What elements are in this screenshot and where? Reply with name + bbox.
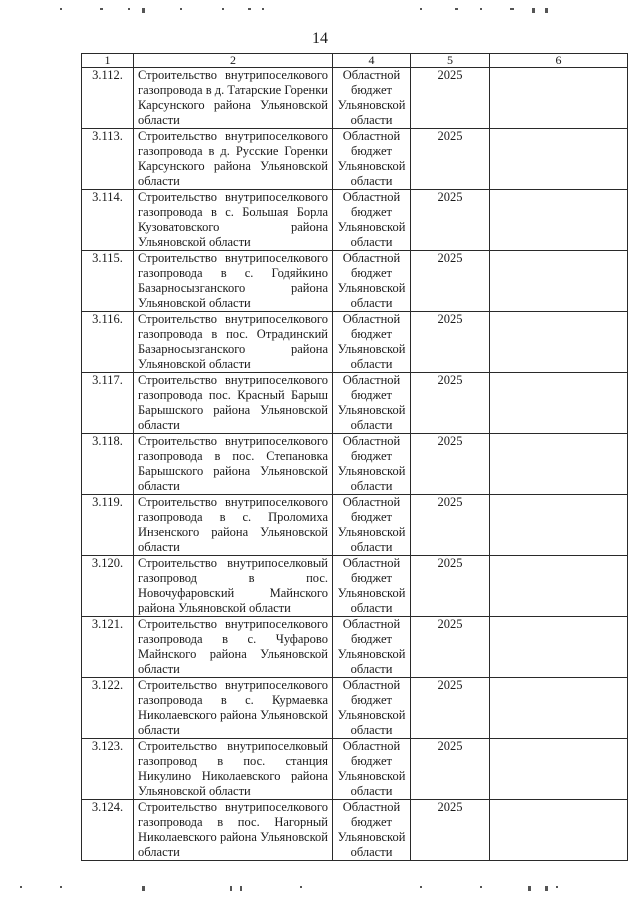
column-header: 6 <box>490 54 628 68</box>
row-funding-source: Областной бюджет Ульяновской области <box>333 617 411 678</box>
row-description: Строительство внутрипоселкового газопровода в с. Чуфарово Майнского района Ульяновской области <box>134 617 333 678</box>
table-row <box>82 129 628 190</box>
row-note <box>490 312 628 373</box>
row-number: 3.119. <box>82 495 134 556</box>
row-year: 2025 <box>411 190 490 251</box>
table-header-row <box>82 54 628 68</box>
row-description: Строительство внутрипоселкового газопровода в пос. Отрадинский Базарносызганского района Ульяновской области <box>134 312 333 373</box>
row-number: 3.115. <box>82 251 134 312</box>
row-year: 2025 <box>411 678 490 739</box>
row-description: Строительство внутрипоселкового газопровода в с. Курмаевка Николаевского района Ульяновской области <box>134 678 333 739</box>
table-row <box>82 800 628 861</box>
row-year: 2025 <box>411 617 490 678</box>
row-description: Строительство внутрипоселковый газопровод в пос. станция Никулино Николаевского района Ульяновской области <box>134 739 333 800</box>
row-year: 2025 <box>411 373 490 434</box>
row-note <box>490 251 628 312</box>
row-note <box>490 68 628 129</box>
row-funding-source: Областной бюджет Ульяновской области <box>333 129 411 190</box>
row-number: 3.118. <box>82 434 134 495</box>
table-row <box>82 678 628 739</box>
row-number: 3.124. <box>82 800 134 861</box>
row-year: 2025 <box>411 495 490 556</box>
row-note <box>490 190 628 251</box>
row-funding-source: Областной бюджет Ульяновской области <box>333 251 411 312</box>
scan-artifact-bottom <box>0 884 640 892</box>
row-number: 3.116. <box>82 312 134 373</box>
row-funding-source: Областной бюджет Ульяновской области <box>333 800 411 861</box>
table-row <box>82 739 628 800</box>
page-number: 14 <box>312 30 328 47</box>
table-row <box>82 495 628 556</box>
row-note <box>490 495 628 556</box>
row-funding-source: Областной бюджет Ульяновской области <box>333 434 411 495</box>
row-number: 3.120. <box>82 556 134 617</box>
row-year: 2025 <box>411 68 490 129</box>
row-funding-source: Областной бюджет Ульяновской области <box>333 373 411 434</box>
row-funding-source: Областной бюджет Ульяновской области <box>333 190 411 251</box>
row-description: Строительство внутрипоселкового газопровода пос. Красный Барыш Барышского района Ульяновской области <box>134 373 333 434</box>
row-number: 3.113. <box>82 129 134 190</box>
row-description: Строительство внутрипоселкового газопровода в пос. Нагорный Николаевского района Ульяновской области <box>134 800 333 861</box>
row-year: 2025 <box>411 739 490 800</box>
row-note <box>490 556 628 617</box>
column-header: 5 <box>411 54 490 68</box>
table-row <box>82 434 628 495</box>
row-description: Строительство внутрипоселковый газопровод в пос. Новочуфаровский Майнского района Ульяновской области <box>134 556 333 617</box>
row-year: 2025 <box>411 251 490 312</box>
row-funding-source: Областной бюджет Ульяновской области <box>333 739 411 800</box>
row-note <box>490 678 628 739</box>
row-description: Строительство внутрипоселкового газопровода в д. Русские Горенки Карсунского района Ульяновской области <box>134 129 333 190</box>
row-description: Строительство внутрипоселкового газопровода в с. Годяйкино Базарносызганского района Ульяновской области <box>134 251 333 312</box>
row-description: Строительство внутрипоселкового газопровода в пос. Степановка Барышского района Ульяновской области <box>134 434 333 495</box>
table-row <box>82 312 628 373</box>
row-number: 3.122. <box>82 678 134 739</box>
row-description: Строительство внутрипоселкового газопровода в д. Татарские Горенки Карсунского района Ульяновской области <box>134 68 333 129</box>
table-row <box>82 556 628 617</box>
row-note <box>490 373 628 434</box>
table-row <box>82 190 628 251</box>
row-year: 2025 <box>411 800 490 861</box>
row-number: 3.114. <box>82 190 134 251</box>
row-number: 3.123. <box>82 739 134 800</box>
row-note <box>490 800 628 861</box>
column-header: 1 <box>82 54 134 68</box>
row-year: 2025 <box>411 312 490 373</box>
row-description: Строительство внутрипоселкового газопровода в с. Большая Борла Кузоватовского района Ульяновской области <box>134 190 333 251</box>
row-description: Строительство внутрипоселкового газопровода в с. Проломиха Инзенского района Ульяновской области <box>134 495 333 556</box>
row-note <box>490 434 628 495</box>
row-number: 3.117. <box>82 373 134 434</box>
row-number: 3.121. <box>82 617 134 678</box>
schedule-table <box>81 53 628 861</box>
row-year: 2025 <box>411 129 490 190</box>
row-note <box>490 617 628 678</box>
row-year: 2025 <box>411 556 490 617</box>
row-funding-source: Областной бюджет Ульяновской области <box>333 312 411 373</box>
row-year: 2025 <box>411 434 490 495</box>
row-funding-source: Областной бюджет Ульяновской области <box>333 68 411 129</box>
table-row <box>82 617 628 678</box>
row-note <box>490 739 628 800</box>
table-row <box>82 68 628 129</box>
row-funding-source: Областной бюджет Ульяновской области <box>333 678 411 739</box>
column-header: 2 <box>134 54 333 68</box>
row-funding-source: Областной бюджет Ульяновской области <box>333 495 411 556</box>
column-header: 4 <box>333 54 411 68</box>
row-number: 3.112. <box>82 68 134 129</box>
row-funding-source: Областной бюджет Ульяновской области <box>333 556 411 617</box>
scan-artifact-top <box>0 6 640 14</box>
row-note <box>490 129 628 190</box>
table-row <box>82 373 628 434</box>
table-row <box>82 251 628 312</box>
